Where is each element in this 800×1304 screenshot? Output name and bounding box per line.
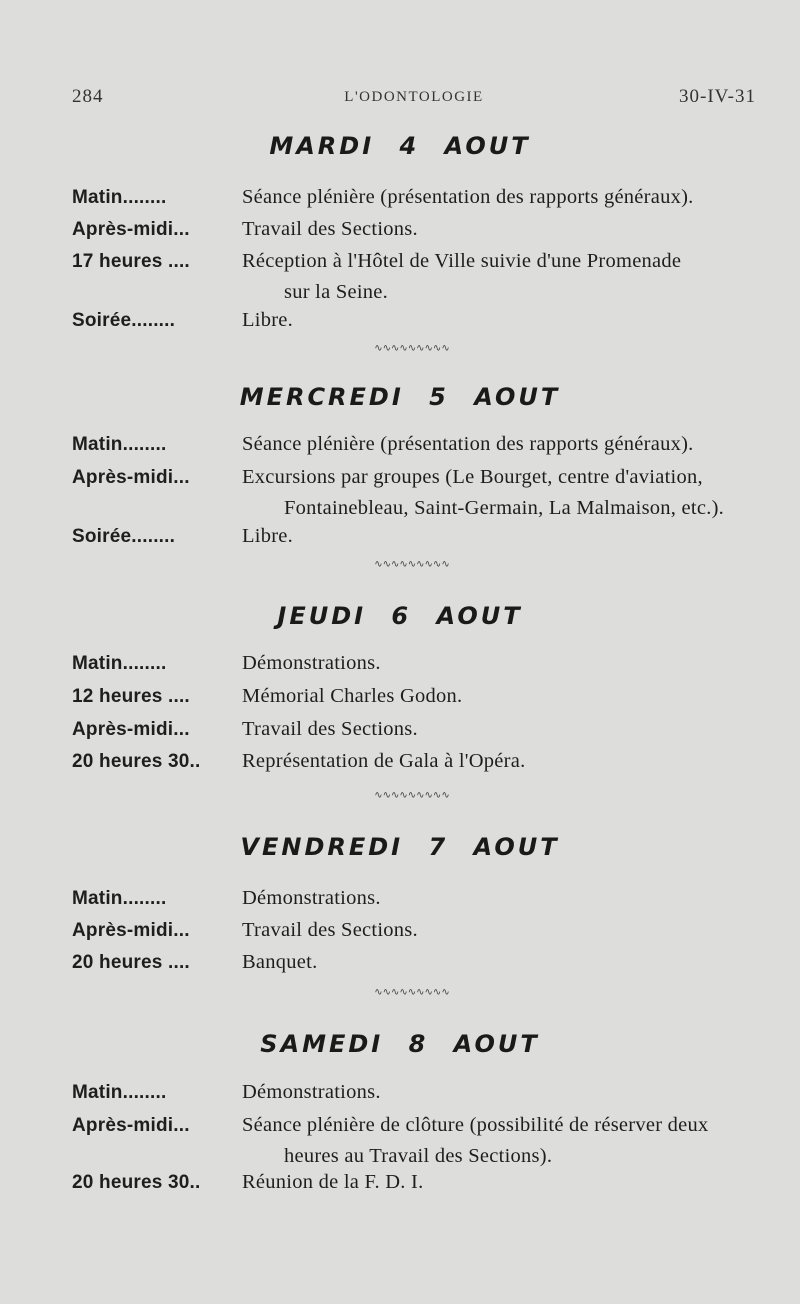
ornamental-separator: ∿∿∿∿∿∿∿∿∿ bbox=[374, 988, 450, 998]
activity-text: Banquet. bbox=[242, 951, 318, 973]
day-title-mercredi: MERCREDI 5 AOUT bbox=[239, 383, 561, 411]
issue-date: 30-IV-31 bbox=[679, 86, 756, 107]
time-label: Après-midi... bbox=[72, 467, 190, 488]
activity-continuation: sur la Seine. bbox=[284, 281, 389, 303]
activity-text: Travail des Sections. bbox=[242, 919, 418, 941]
activity-text: Démonstrations. bbox=[242, 887, 381, 909]
activity-text: Libre. bbox=[242, 525, 294, 547]
time-label: 12 heures .... bbox=[72, 686, 190, 707]
activity-continuation: heures au Travail des Sections). bbox=[284, 1145, 553, 1167]
activity-line: Séance plénière de clôture (possibilité de réserver deux bbox=[242, 1114, 709, 1136]
activity-text: Mémorial Charles Godon. bbox=[242, 685, 463, 707]
time-label: Soirée........ bbox=[72, 310, 176, 331]
activity-line: Réception à l'Hôtel de Ville suivie d'une Promenade bbox=[242, 250, 682, 272]
day-title-vendredi: VENDREDI 7 AOUT bbox=[240, 833, 560, 861]
time-label: Matin........ bbox=[72, 653, 167, 674]
page-number: 284 bbox=[72, 86, 104, 107]
time-label: 20 heures .... bbox=[72, 952, 190, 973]
time-label: 20 heures 30.. bbox=[72, 1172, 201, 1193]
activity-text: Travail des Sections. bbox=[242, 218, 418, 240]
ornamental-separator: ∿∿∿∿∿∿∿∿∿ bbox=[374, 344, 450, 354]
time-label: 17 heures .... bbox=[72, 251, 190, 272]
journal-title: L'ODONTOLOGIE bbox=[344, 89, 484, 105]
ornamental-separator: ∿∿∿∿∿∿∿∿∿ bbox=[374, 791, 450, 801]
running-header bbox=[72, 86, 756, 116]
time-label: 20 heures 30.. bbox=[72, 751, 201, 772]
activity-text: Démonstrations. bbox=[242, 652, 381, 674]
time-label: Après-midi... bbox=[72, 219, 190, 240]
day-title-jeudi: JEUDI 6 AOUT bbox=[277, 602, 523, 630]
time-label: Après-midi... bbox=[72, 920, 190, 941]
time-label: Soirée........ bbox=[72, 526, 176, 547]
activity-text: Représentation de Gala à l'Opéra. bbox=[242, 750, 526, 772]
time-label: Matin........ bbox=[72, 1082, 167, 1103]
time-label: Matin........ bbox=[72, 434, 167, 455]
activity-text bbox=[242, 1110, 760, 1172]
activity-text bbox=[242, 246, 760, 308]
day-title-mardi: MARDI 4 AOUT bbox=[269, 132, 531, 160]
time-label: Matin........ bbox=[72, 187, 167, 208]
time-label: Après-midi... bbox=[72, 719, 190, 740]
activity-text: Démonstrations. bbox=[242, 1081, 381, 1103]
activity-text bbox=[242, 462, 760, 524]
activity-continuation: Fontainebleau, Saint-Germain, La Malmaison, etc.). bbox=[284, 497, 725, 519]
activity-text: Séance plénière (présentation des rapports généraux). bbox=[242, 186, 694, 208]
activity-line: Excursions par groupes (Le Bourget, centre d'aviation, bbox=[242, 466, 703, 488]
activity-text: Libre. bbox=[242, 309, 294, 331]
time-label: Après-midi... bbox=[72, 1115, 190, 1136]
activity-text: Travail des Sections. bbox=[242, 718, 418, 740]
activity-text: Réunion de la F. D. I. bbox=[242, 1171, 424, 1193]
activity-text: Séance plénière (présentation des rapports généraux). bbox=[242, 433, 694, 455]
time-label: Matin........ bbox=[72, 888, 167, 909]
ornamental-separator: ∿∿∿∿∿∿∿∿∿ bbox=[374, 560, 450, 570]
day-title-samedi: SAMEDI 8 AOUT bbox=[260, 1030, 540, 1058]
